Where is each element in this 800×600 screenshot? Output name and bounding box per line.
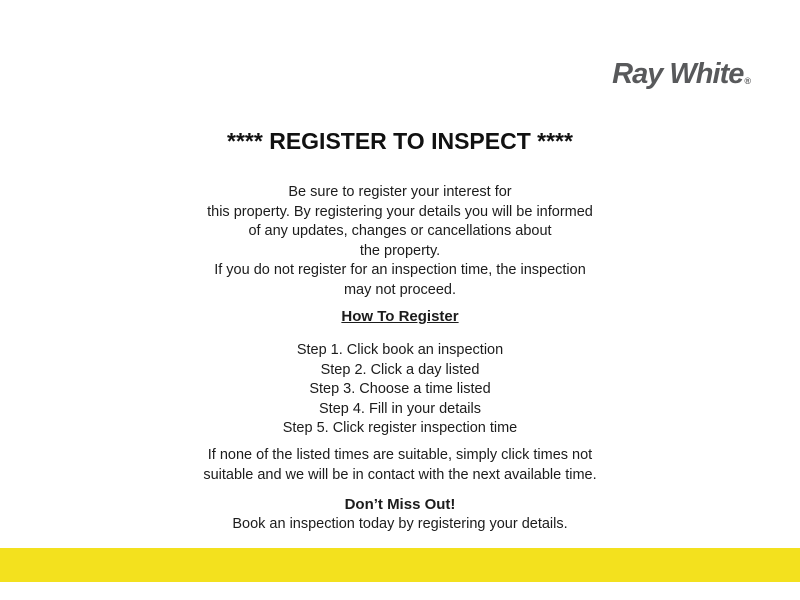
register-step: Step 5. Click register inspection time — [282, 420, 518, 436]
register-step: Step 3. Choose a time listed — [309, 381, 491, 397]
how-to-register-heading — [0, 308, 800, 325]
register-steps-list — [0, 341, 800, 439]
register-step: Step 1. Click book an inspection — [296, 342, 504, 358]
times-not-suitable-line: If none of the listed times are suitable, simply click times not — [207, 447, 593, 463]
dont-miss-out-heading: Don’t Miss Out! — [344, 496, 456, 513]
times-not-suitable-paragraph — [0, 446, 800, 485]
intro-line: may not proceed. — [343, 281, 457, 298]
intro-line: Be sure to register your interest for — [288, 184, 512, 200]
intro-line: the property. — [359, 242, 441, 259]
registered-trademark-icon: ® — [744, 76, 751, 86]
intro-paragraph — [0, 183, 800, 300]
ray-white-logo-text: Ray White — [612, 58, 744, 90]
ray-white-logo — [612, 58, 750, 91]
intro-line: of any updates, changes or cancellations about — [248, 223, 552, 239]
how-to-register-heading-text: How To Register — [341, 308, 459, 325]
intro-line: If you do not register for an inspection time, the inspection — [214, 262, 586, 278]
times-not-suitable-line: suitable and we will be in contact with the next available time. — [203, 466, 597, 483]
register-step: Step 2. Click a day listed — [320, 361, 480, 378]
register-step: Step 4. Fill in your details — [319, 400, 481, 417]
intro-line: this property. By registering your details you will be informed — [207, 203, 593, 220]
book-inspection-line: Book an inspection today by registering your details. — [232, 516, 568, 532]
yellow-footer-bar — [0, 548, 800, 582]
flyer-title: **** REGISTER TO INSPECT **** — [227, 128, 573, 154]
